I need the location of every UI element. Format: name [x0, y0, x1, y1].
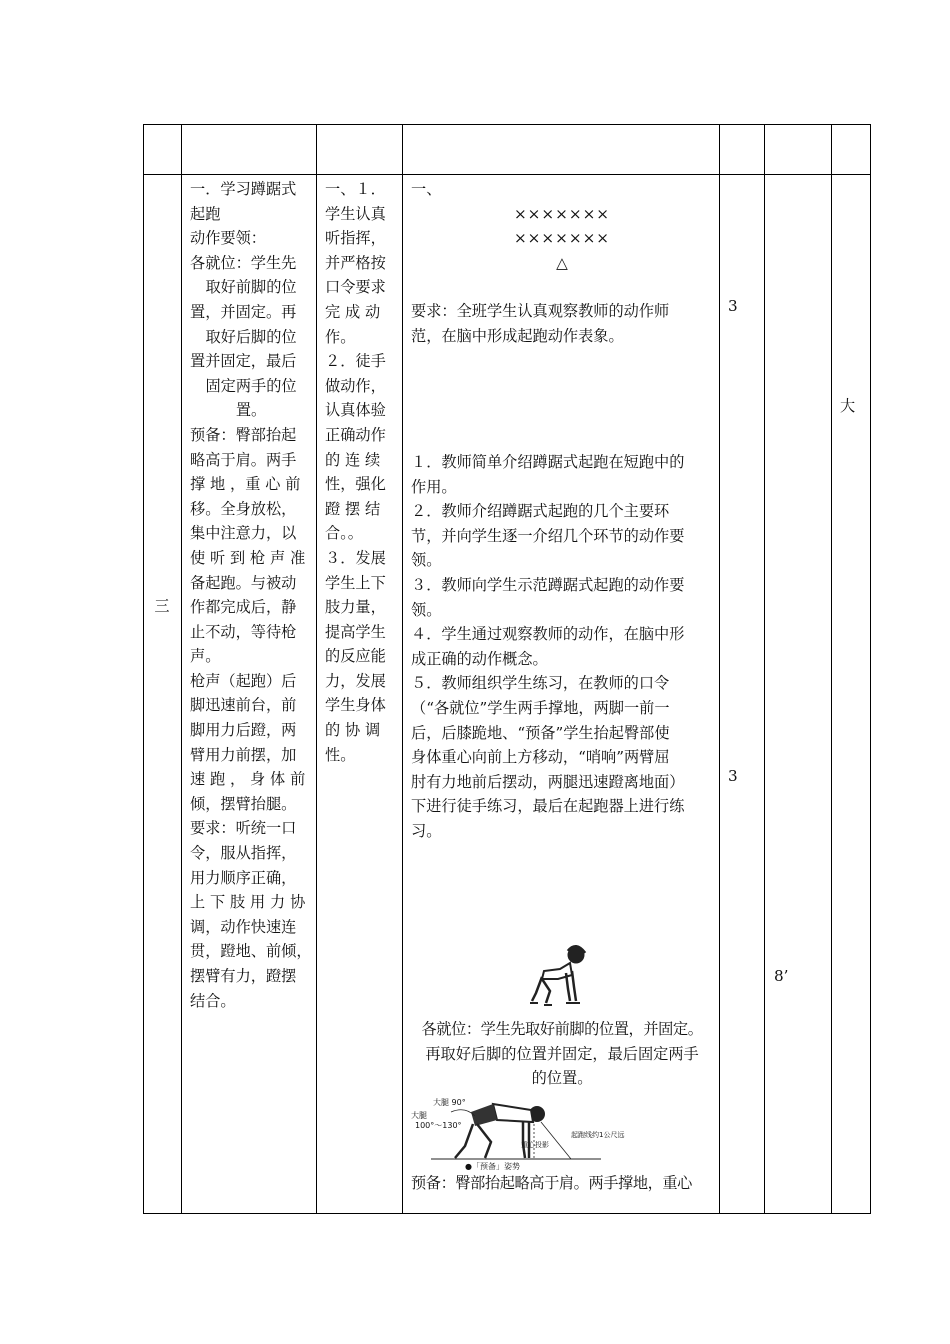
content-line: 略高于肩。两手 — [190, 450, 297, 469]
student-line: 正确动作 — [325, 425, 386, 444]
content-line: 固定两手的位 — [205, 376, 297, 395]
column-divider — [719, 124, 720, 1214]
student-line: 的 连 续 — [325, 450, 381, 469]
content-line: 上 下 肢 用 力 协 — [190, 893, 306, 912]
start-line-distance-label: 起跑线约1公尺远 — [571, 1131, 625, 1139]
content-line: 要求：听统一口 — [190, 819, 297, 838]
column-divider — [764, 124, 765, 1214]
formation-row-2: ××××××× — [513, 229, 611, 248]
content-line: 声。 — [190, 647, 221, 666]
student-line: ２．徒手 — [325, 352, 386, 371]
content-line: 置并固定，最后 — [190, 352, 297, 371]
duration: 8’ — [774, 967, 789, 985]
column-divider — [402, 124, 403, 1214]
student-line: 作。 — [325, 327, 356, 346]
org-requirement — [411, 299, 713, 348]
set-position-figure — [411, 1092, 625, 1171]
org-heading: 一、 — [411, 180, 442, 198]
thigh-angle-label: 大腿 90° — [433, 1098, 466, 1107]
content-line: 使 听 到 枪 声 准 — [190, 548, 306, 567]
column-divider — [181, 124, 182, 1214]
student-line: 肢力量， — [325, 598, 386, 617]
content-line: 枪声（起跑）后 — [190, 671, 297, 690]
student-line: 的反应能 — [325, 647, 386, 666]
org-step-line: １．教师简单介绍蹲踞式起跑在短跑中的 — [411, 453, 685, 471]
content-line: 调，动作快速连 — [190, 917, 297, 936]
student-line: 听指挥， — [325, 229, 386, 248]
student-line: 学生上下 — [325, 573, 386, 592]
org-requirement-line: 范，在脑中形成起跑动作表象。 — [411, 326, 624, 345]
teacher-position-icon: △ — [556, 253, 568, 272]
exercise-intensity: 大 — [840, 397, 856, 415]
content-line: 臂用力前摆，加 — [190, 745, 297, 764]
section-number: 三 — [154, 597, 170, 615]
student-line: 口令要求 — [325, 278, 386, 297]
student-line: 提高学生 — [325, 622, 386, 641]
content-line: 集中注意力，以 — [190, 524, 297, 543]
content-line: 预备：臀部抬起 — [190, 425, 297, 444]
content-line: 倾，摆臂抬腿。 — [190, 794, 297, 813]
student-line: 一、１． — [325, 180, 386, 198]
content-line: 结合。 — [190, 991, 236, 1010]
student-line: 完 成 动 — [325, 302, 381, 321]
table-border-right — [870, 124, 871, 1214]
content-line: 动作要领： — [190, 229, 266, 248]
knee-angle-label: 100°～130° — [415, 1121, 462, 1130]
content-line: 令，服从指挥， — [190, 844, 297, 863]
thigh-label: 大腿 — [411, 1111, 427, 1120]
student-line: 性，强化 — [325, 475, 386, 494]
org-step-line: ５．教师组织学生练习，在教师的口令 — [411, 674, 670, 693]
student-line: ３．发展 — [325, 548, 386, 567]
table-border-top — [143, 124, 871, 125]
content-line: 作都完成后，静 — [190, 598, 297, 617]
repetition-count: 3 — [728, 767, 738, 785]
lesson-table — [143, 124, 871, 1214]
content-line: 用力顺序正确， — [190, 868, 297, 887]
content-line: 取好前脚的位 — [205, 278, 297, 297]
content-line: 撑 地 ，重 心 前 — [190, 475, 301, 494]
header-row-divider — [143, 174, 871, 175]
content-line: 脚用力后蹬，两 — [190, 721, 297, 740]
org-step-line: ２．教师介绍蹲踞式起跑的几个主要环 — [411, 502, 670, 521]
student-line: 力，发展 — [325, 671, 386, 690]
formation-row-1: ××××××× — [513, 204, 611, 223]
content-line: 脚迅速前台，前 — [190, 696, 297, 715]
content-line: 摆臂有力，蹬摆 — [190, 967, 297, 985]
student-line: 的 协 调 — [325, 721, 381, 740]
content-line: 各就位：学生先 — [190, 253, 297, 272]
content-line: 移。全身放松， — [190, 499, 297, 518]
content-line: 置，并固定。再 — [190, 302, 297, 321]
column-divider — [316, 124, 317, 1214]
organization-column — [411, 177, 713, 275]
content-line: 速 跑 ， 身 体 前 — [190, 770, 306, 789]
student-activity-column — [325, 177, 397, 767]
org-step-line: 后，后膝跪地、“预备”学生抬起臀部使 — [411, 723, 670, 742]
content-line: 贯，蹬地、前倾， — [190, 942, 312, 961]
content-line: 取好后脚的位 — [205, 327, 297, 346]
student-line: 并严格按 — [325, 253, 386, 272]
org-step-line: 身体重心向前上方移动，“哨响”两臂屈 — [411, 748, 670, 767]
org-step-line: 领。 — [411, 600, 442, 619]
org-step-line: 成正确的动作概念。 — [411, 649, 548, 668]
repetition-count: 3 — [728, 297, 738, 315]
org-step-line: （“各就位”学生两手撑地，两脚一前一 — [411, 698, 670, 717]
student-line: 学生身体 — [325, 696, 386, 715]
set-position-caption: 预备：臀部抬起略高于肩。两手撑地，重心 — [411, 1174, 692, 1192]
org-requirement-line: 要求：全班学生认真观察教师的动作师 — [411, 302, 670, 320]
center-of-gravity-label: 重心投影 — [521, 1141, 549, 1149]
student-line: 学生认真 — [325, 204, 386, 223]
org-step-line: 肘有力地前后摆动，两腿迅速蹬离地面） — [411, 772, 685, 791]
content-line: 止不动，等待枪 — [190, 622, 297, 641]
org-step-line: ３．教师向学生示范蹲踞式起跑的动作要 — [411, 575, 685, 594]
content-line: 起跑 — [190, 204, 221, 223]
table-border-left — [143, 124, 144, 1214]
column-divider — [831, 124, 832, 1214]
org-step-line: 节，并向学生逐一介绍几个环节的动作要 — [411, 526, 685, 545]
student-line: 做动作， — [325, 376, 386, 395]
org-step-line: 领。 — [411, 551, 442, 570]
on-your-marks-caption: 各就位：学生先取好前脚的位置，并固定。 再取好后脚的位置并固定，最后固定两手 的位置。 — [421, 1020, 703, 1088]
org-step-line: 习。 — [411, 821, 442, 840]
student-line: 性。 — [325, 745, 356, 764]
table-border-bottom — [143, 1213, 871, 1214]
org-step-line: ４．学生通过观察教师的动作，在脑中形 — [411, 625, 685, 644]
org-step-line: 下进行徒手练习，最后在起跑器上进行练 — [411, 797, 685, 816]
content-line: 一．学习蹲踞式 — [190, 180, 297, 198]
teaching-content-column — [190, 177, 312, 1013]
set-position-label: ●「预备」姿势 — [465, 1162, 520, 1171]
org-step-line: 作用。 — [411, 477, 457, 496]
org-steps — [411, 450, 713, 844]
student-line: 蹬 摆 结 — [325, 499, 381, 518]
student-line: 合。。 — [325, 524, 363, 543]
on-your-marks-figure — [526, 941, 606, 1011]
student-line: 认真体验 — [325, 401, 386, 420]
content-line: 备起跑。与被动 — [190, 573, 297, 592]
content-line: 置。 — [235, 401, 267, 420]
